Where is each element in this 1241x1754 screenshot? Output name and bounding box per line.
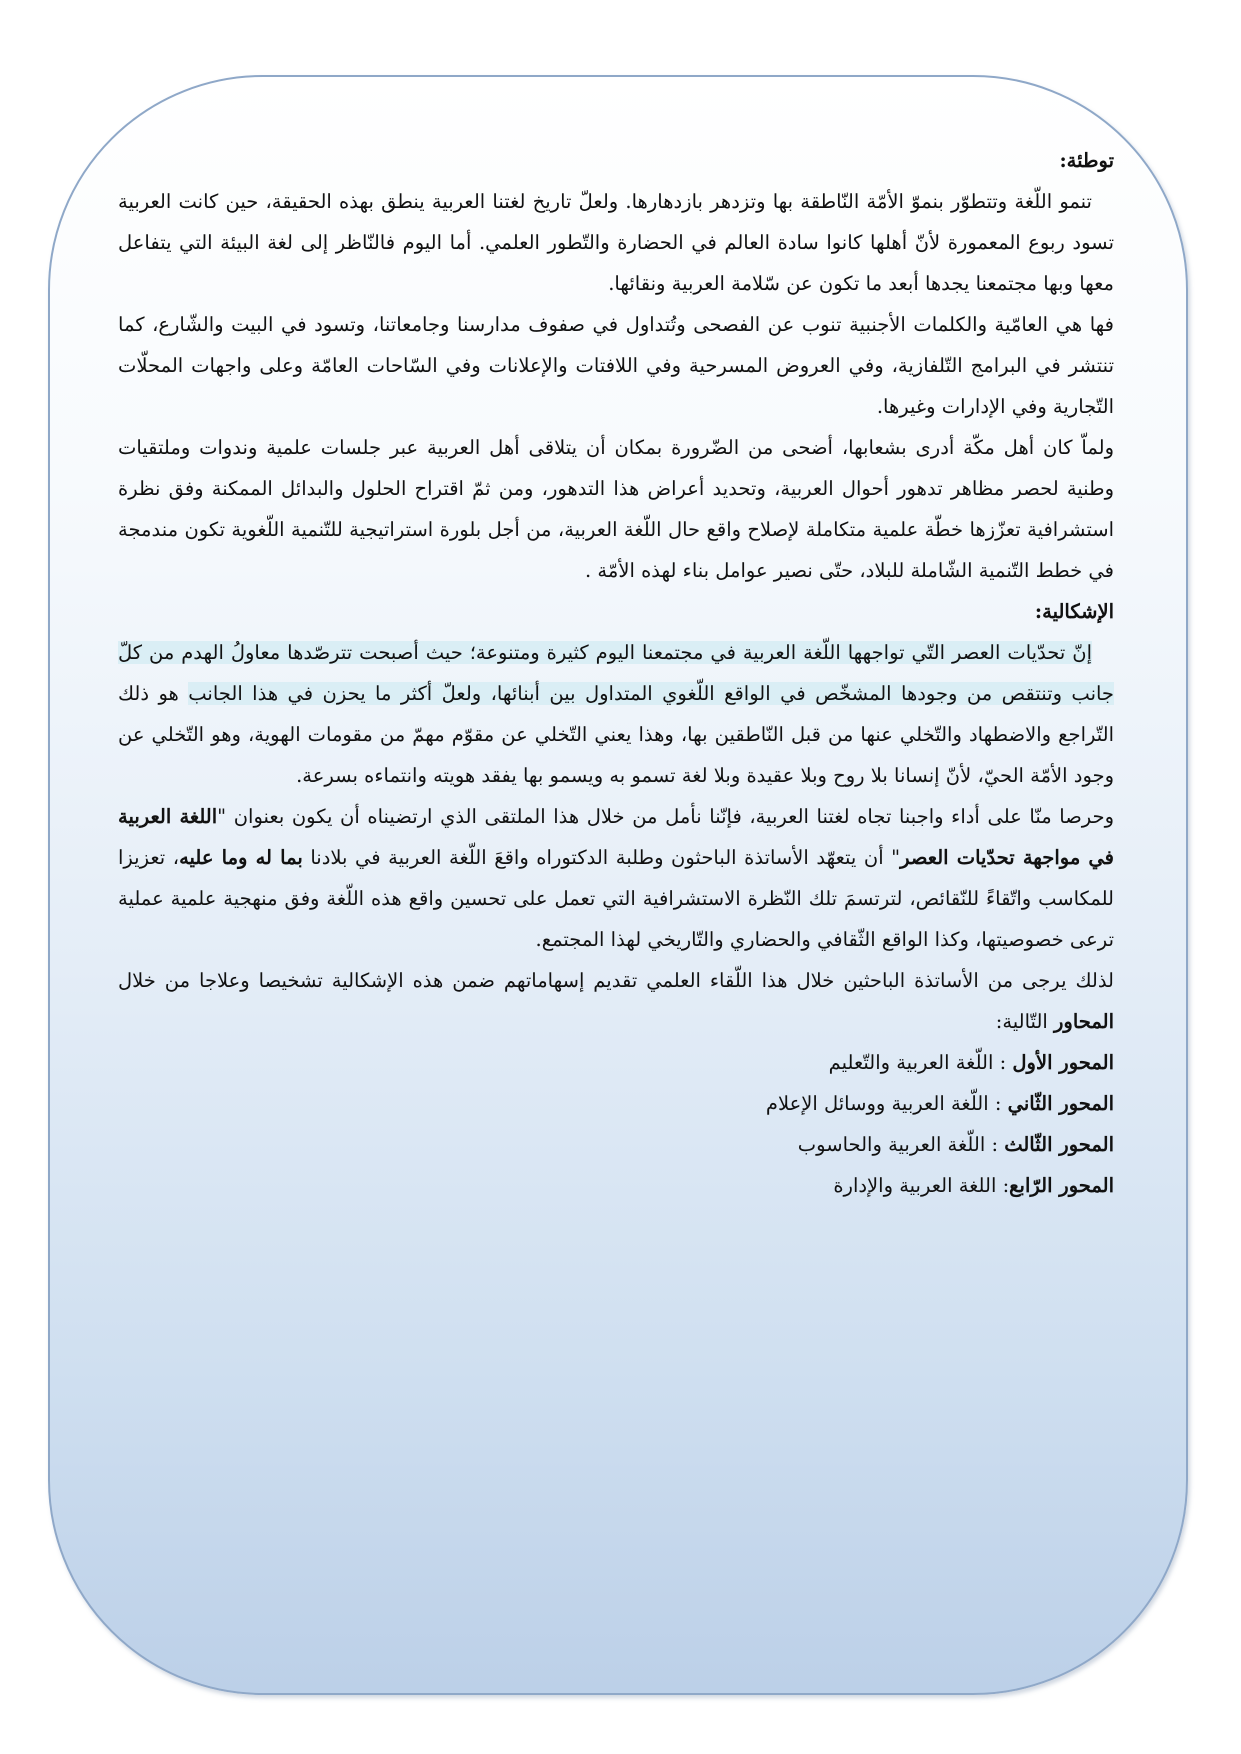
axis-text: اللّغة العربية ووسائل الإعلام [765, 1092, 989, 1115]
conference-title: اللغة العربية في مواجهة تحدّيات العصر [118, 805, 1115, 869]
problem-paragraph-2 [118, 796, 1114, 960]
text-span: لذلك يرجى من الأساتذة الباحثين خلال هذا اللّقاء العلمي تقديم إسهاماتهم ضمن هذه الإشكالية تشخيصا وعلاجا من خلال [118, 969, 1114, 992]
axis-separator: : [993, 1051, 1013, 1074]
text-span: وحرصا منّا على أداء واجبنا تجاه لغتنا العربية، فإنّنا نأمل من خلال هذا الملتقى الذي ارتضيناه أن يكون بعنوان " [217, 805, 1114, 828]
problem-paragraph-1 [118, 632, 1114, 796]
axis-item-4 [118, 1165, 1114, 1206]
problem-heading: الإشكالية: [1034, 600, 1114, 623]
intro-paragraph-1: تنمو اللّغة وتتطوّر بنموّ الأمّة النّاطقة بها وتزدهر بازدهارها. ولعلّ تاريخ لغتنا العربية ينطق بهذه الحقيقة، حين كانت العربية تسود ربوع المعمورة لأنّ أهلها كانوا سادة العالم في الحضارة والتّطور العلمي. أما اليوم فالنّاظر إلى لغة البيئة التي يتفاعل معها وبها مجتمعنا يجدها أبعد ما تكون عن سّلامة العربية ونقائها. [118, 190, 1114, 295]
axis-label: المحور الثّالث [1004, 1133, 1114, 1156]
intro-heading: توطئة: [1059, 149, 1114, 172]
text-span: " أن يتعهّد الأساتذة الباحثون وطلبة الدكتوراه واقعَ اللّغة العربية في بلادنا [302, 846, 901, 869]
intro-paragraph-3: ولماّ كان أهل مكّة أدرى بشعابها، أضحى من الضّرورة بمكان أن يتلاقى أهل العربية عبر جلسات علمية وندوات وملتقيات وطنية لحصر مظاهر تدهور أحوال العربية، وتحديد أعراض هذا التدهور، ومن ثمّ اقتراح الحلول والبدائل الممكنة وفق نظرة استشرافية تعزّزها خطّة علمية متكاملة لإصلاح واقع حال اللّغة العربية، من أجل بلورة استراتيجية للتّنمية اللّغوية تكون مندمجة في خطط التّنمية الشّاملة للبلاد، حتّى نصير عوامل بناء لهذه الأمّة . [118, 436, 1114, 582]
axis-item-3 [118, 1124, 1114, 1165]
axis-text: اللغة العربية والإدارة [833, 1174, 997, 1197]
axis-separator: : [985, 1133, 1005, 1156]
axis-item-1 [118, 1042, 1114, 1083]
axis-item-2 [118, 1083, 1114, 1124]
problem-paragraph-1-rest: هو ذلك التّراجع والاضطهاد والتّخلي عنها من قبل النّاطقين بها، وهذا يعني التّخلي عن مقوّم مهمّ من مقومات الهوية، وهو التّخلي عن وجود الأمّة الحيّ، لأنّ إنسانا بلا روح وبلا عقيدة وبلا لغة تسمو به ويسمو بها يفقد هويته وانتماءه بسرعة. [118, 682, 1114, 787]
axis-label: المحور الأول [1012, 1051, 1114, 1074]
axis-label: المحور الثّاني [1007, 1092, 1114, 1115]
axes-list [118, 1042, 1114, 1206]
axes-word: المحاور [1054, 1010, 1114, 1033]
intro-paragraph-2: فها هي العامّية والكلمات الأجنبية تنوب عن الفصحى وتُتداول في صفوف مدارسنا وجامعاتنا، وتسود في البيت والشّارع، كما تنتشر في البرامج التّلفازية، وفي العروض المسرحية وفي اللافتات والإعلانات وفي السّاحات العامّة وعلى واجهات المحلّات التّجارية وفي الإدارات وغيرها. [118, 313, 1114, 418]
axis-text: اللّغة العربية والحاسوب [797, 1133, 986, 1156]
bold-phrase: بما له وما عليه [179, 846, 303, 869]
document-body [118, 140, 1114, 1206]
axis-text: اللّغة العربية والتّعليم [828, 1051, 994, 1074]
problem-paragraph-3 [118, 960, 1114, 1042]
highlighted-text: إنّ تحدّيات العصر التّي تواجهها اللّغة العربية في مجتمعنا اليوم كثيرة ومتنوعة؛ حيث أصبحت تترصّدها معاولُ الهدم من كلّ جانب وتنتقص من وجودها المشخّص في الواقع اللّغوي المتداول بين أبنائها، ولعلّ أكثر ما يحزن في هذا الجانب [118, 641, 1114, 705]
text-span: ، تعزيزا للمكاسب واتّقاءً للنّقائص، لترتسمَ تلك النّظرة الاستشرافية التي تعمل على تحسين واقع هذه اللّغة وفق منهجية علمية عملية ترعى خصوصيتها، وكذا الواقع الثّقافي والحضاري والتّاريخي لهذا المجتمع. [118, 846, 1114, 951]
axis-separator: : [996, 1174, 1010, 1197]
axis-separator: : [988, 1092, 1008, 1115]
axis-label: المحور الرّابع [1009, 1174, 1114, 1197]
text-span: التّالية: [995, 1010, 1054, 1033]
